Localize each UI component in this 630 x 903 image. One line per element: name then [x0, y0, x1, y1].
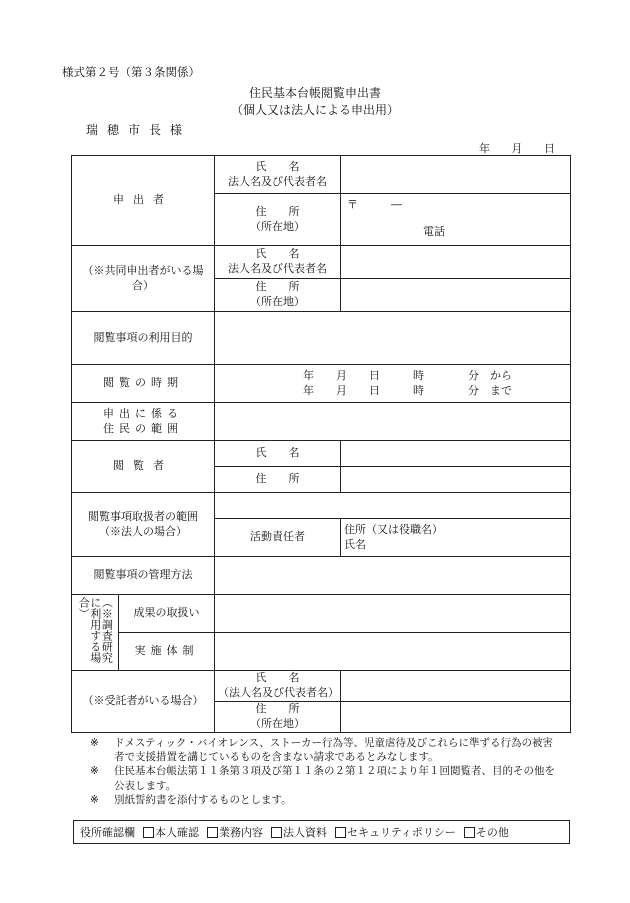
checkbox-identity[interactable]: 本人確認 [143, 824, 199, 840]
purpose-field[interactable] [215, 312, 571, 365]
system-field[interactable] [215, 633, 571, 671]
checkbox-icon [464, 827, 475, 838]
viewer-name-label: 氏 名 [215, 441, 341, 467]
purpose-label: 閲覧事項の利用目的 [72, 312, 215, 365]
postal-code: 〒 ― [347, 198, 402, 211]
period-field[interactable]: 年 月 日 時 分 から 年 月 日 時 分 まで [215, 365, 571, 403]
checkbox-icon [335, 827, 346, 838]
phone-label: 電話 [423, 224, 445, 238]
management-field[interactable] [215, 557, 571, 595]
co-applicant-address-label: 住 所 （所在地） [215, 279, 341, 312]
checkbox-security-policy[interactable]: セキュリティポリシー [335, 824, 456, 840]
note-item: ※ 住民基本台帳法第１１条第３項及び第１１条の２第１２項により年１回閲覧者、目的その他を公表します。 [90, 765, 555, 792]
period-label: 閲覧の時期 [72, 365, 215, 403]
delegate-address-label: 住 所 （所在地） [215, 702, 341, 733]
handler-label: 閲覧事項取扱者の範囲 （※法人の場合） [72, 493, 215, 557]
page-subtitle: （個人又は法人による申出用） [230, 103, 399, 117]
results-handling-label: 成果の取扱い [119, 595, 215, 633]
co-applicant-name-field[interactable] [341, 246, 571, 279]
office-confirmation-box [73, 820, 570, 844]
management-label: 閲覧事項の管理方法 [72, 557, 215, 595]
checkbox-business[interactable]: 業務内容 [207, 824, 263, 840]
viewer-address-field[interactable] [341, 467, 571, 493]
applicant-address-label: 住 所 （所在地） [215, 194, 341, 246]
addressee: 瑞穂市長様 [86, 123, 192, 137]
applicant-name-field[interactable] [341, 156, 571, 194]
date-line: 年 月 日 [479, 142, 555, 155]
responsible-person-field[interactable]: 住所（又は役職名） 氏名 [341, 519, 571, 557]
research-label: （※調査研究に利用する場合） [72, 595, 119, 671]
applicant-label: 申出者 [72, 156, 215, 246]
application-form-table [71, 155, 571, 733]
confirmation-label: 役所確認欄 [80, 826, 135, 839]
note-item: ※ ドメスティック・バイオレンス、ストーカー行為等、児童虐待及びこれらに準ずる行為の被害者で支援措置を講じているものを含まない請求であるとみなします。 [90, 737, 554, 764]
delegate-name-label: 氏 名 （法人名及び代表者名） [215, 671, 341, 702]
note-item: ※ 別紙誓約書を添付するものとします。 [90, 793, 292, 806]
checkbox-icon [207, 827, 218, 838]
checkbox-corporate-docs[interactable]: 法人資料 [271, 824, 327, 840]
system-label: 実施体制 [119, 633, 215, 671]
co-applicant-address-field[interactable] [341, 279, 571, 312]
delegate-address-field[interactable] [341, 702, 571, 733]
viewer-label: 閲覧者 [72, 441, 215, 493]
co-applicant-name-label: 氏 名 法人名及び代表者名 [215, 246, 341, 279]
viewer-name-field[interactable] [341, 441, 571, 467]
delegate-name-field[interactable] [341, 671, 571, 702]
checkbox-icon [271, 827, 282, 838]
checkbox-icon [143, 827, 154, 838]
notes [90, 736, 560, 807]
co-applicant-label: （※共同申出者がいる場合） [72, 246, 215, 312]
applicant-address-field[interactable] [341, 194, 571, 246]
delegate-label: （※受託者がいる場合） [72, 671, 215, 733]
applicant-name-label: 氏 名 法人名及び代表者名 [215, 156, 341, 194]
page-title: 住民基本台帳閲覧申出書 [248, 86, 381, 100]
checkbox-other[interactable]: その他 [464, 824, 509, 840]
form-number: 様式第２号（第３条関係） [62, 65, 200, 79]
handler-field[interactable] [215, 493, 571, 519]
responsible-person-label: 活動責任者 [215, 519, 341, 557]
range-field[interactable] [215, 403, 571, 441]
results-handling-field[interactable] [215, 595, 571, 633]
range-label: 申出に係る 住民の範囲 [72, 403, 215, 441]
viewer-address-label: 住 所 [215, 467, 341, 493]
